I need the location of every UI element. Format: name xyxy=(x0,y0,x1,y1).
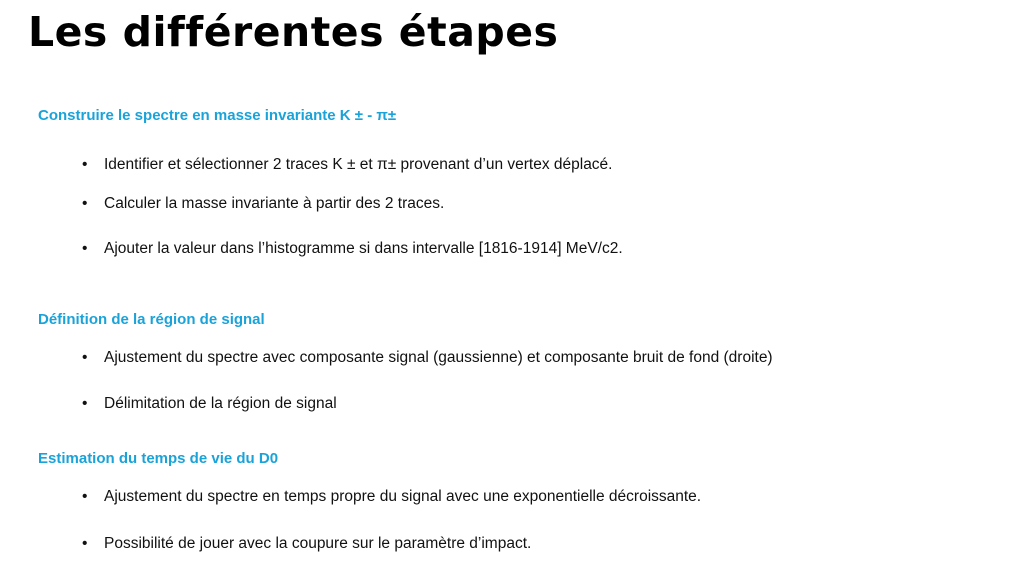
section-heading-lifetime: Estimation du temps de vie du D0 xyxy=(38,450,279,467)
list-item-text: Possibilité de jouer avec la coupure sur le paramètre d’impact. xyxy=(104,535,532,552)
list-item-text: Calculer la masse invariante à partir des 2 traces. xyxy=(104,195,445,212)
bullet-icon: • xyxy=(82,195,88,212)
list-item-text: Ajouter la valeur dans l’histogramme si dans intervalle [1816-1914] MeV/c2. xyxy=(104,240,623,257)
list-item-text: Identifier et sélectionner 2 traces K ± et π± provenant d’un vertex déplacé. xyxy=(104,156,613,173)
section-heading-signal-region: Définition de la région de signal xyxy=(38,311,265,328)
list-item xyxy=(82,156,613,174)
list-item-text: Délimitation de la région de signal xyxy=(104,395,337,412)
bullet-icon: • xyxy=(82,240,88,257)
slide-title: Les différentes étapes xyxy=(28,8,559,56)
list-item xyxy=(82,395,337,413)
bullet-icon: • xyxy=(82,535,88,552)
bullet-icon: • xyxy=(82,488,88,505)
bullet-icon: • xyxy=(82,395,88,412)
list-item xyxy=(82,488,701,506)
section-heading-invariant-mass: Construire le spectre en masse invariante K ± - π± xyxy=(38,107,397,124)
list-item xyxy=(82,240,623,258)
list-item xyxy=(82,535,531,553)
bullet-icon: • xyxy=(82,349,88,366)
bullet-icon: • xyxy=(82,156,88,173)
list-item-text: Ajustement du spectre avec composante signal (gaussienne) et composante bruit de fond (droite) xyxy=(104,349,773,366)
list-item xyxy=(82,349,773,367)
list-item-text: Ajustement du spectre en temps propre du signal avec une exponentielle décroissante. xyxy=(104,488,702,505)
list-item xyxy=(82,195,444,213)
